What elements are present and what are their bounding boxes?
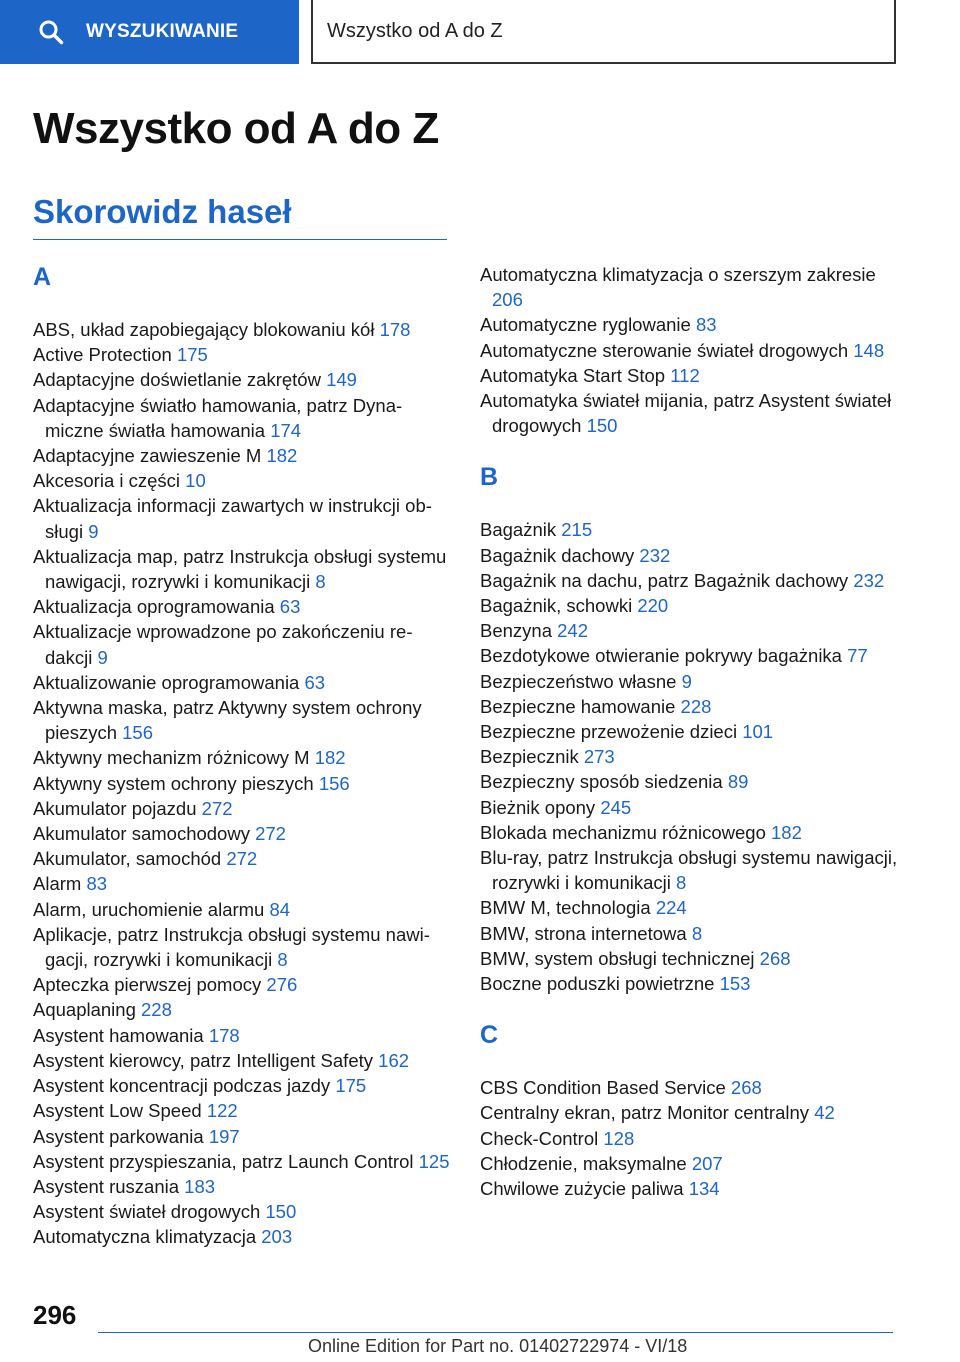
index-entry-text: Adaptacyjne światło hamowania, patrz Dynamiczne światła hamowania (33, 394, 403, 441)
page-link[interactable]: 272 (255, 823, 286, 845)
page-link[interactable]: 242 (557, 620, 589, 642)
index-entry (33, 468, 453, 493)
index-entry-text: Asystent parkowania (33, 1125, 204, 1147)
index-entry-text: Aktywna maska, patrz Aktywny system ochrony pieszych (33, 697, 422, 744)
page-link[interactable]: 272 (226, 848, 258, 870)
index-entry (33, 367, 453, 392)
page-link[interactable]: 89 (727, 771, 749, 793)
page-link[interactable]: 182 (771, 821, 802, 843)
index-entry-text: Automatyczne sterowanie świateł drogowych (480, 339, 849, 361)
index-entry (33, 1098, 453, 1123)
page-link[interactable]: 83 (695, 314, 717, 336)
search-button-label: WYSZUKIWANIE (86, 21, 239, 42)
page-link[interactable]: 224 (655, 897, 687, 919)
index-entry-text: Asystent kierowcy, patrz Intelligent Safety (33, 1049, 374, 1071)
index-entry-text: Active Protection (33, 344, 172, 366)
page-link[interactable]: 175 (176, 344, 208, 366)
page-link[interactable]: 228 (680, 695, 712, 717)
index-entry (33, 922, 453, 972)
index-entry-text: Akumulator pojazdu (33, 797, 197, 819)
index-entry (33, 1023, 453, 1048)
index-column-left (33, 262, 453, 1250)
page-link[interactable]: 178 (208, 1024, 240, 1046)
page-link[interactable]: 182 (314, 747, 346, 769)
index-entry (480, 946, 900, 971)
index-entry-text: Automatyczna klimatyzacja (33, 1226, 257, 1248)
index-entry (33, 393, 453, 443)
index-entry-text: Bezpieczne przewożenie dzieci (480, 721, 738, 743)
page-link[interactable]: 63 (304, 671, 326, 693)
page-link[interactable]: 77 (847, 645, 868, 667)
footer-edition-text: Online Edition for Part no. 01402722974 - VI/18 (308, 1336, 688, 1356)
page-link[interactable]: 9 (681, 670, 692, 692)
index-entry (33, 493, 453, 543)
index-entry (33, 317, 453, 342)
page-link[interactable]: 150 (586, 415, 618, 437)
index-entry (480, 262, 900, 312)
index-entry-text: BMW M, technologia (480, 897, 651, 919)
index-entry-text: Alarm (33, 873, 82, 895)
index-entry-text: Aplikacje, patrz Instrukcja obsługi systemu nawigacji, rozrywki i komunikacji (33, 923, 430, 971)
index-entry (480, 1075, 900, 1100)
page-link[interactable]: 149 (326, 369, 357, 391)
page-link[interactable]: 9 (88, 520, 99, 542)
index-entry (480, 769, 900, 794)
page-link[interactable]: 101 (742, 721, 774, 743)
index-entry (480, 568, 900, 593)
index-entry (33, 821, 453, 846)
index-entry-text: Automatyka świateł mijania, patrz Asystent świateł drogowych (480, 390, 892, 437)
index-entry-text: Automatyczna klimatyzacja o szerszym zakresie (480, 264, 876, 285)
index-entry-text: Akcesoria i części (33, 470, 181, 492)
page-link[interactable]: 183 (184, 1175, 216, 1197)
index-entry (480, 744, 900, 769)
index-entry-text: Blu-ray, patrz Instrukcja obsługi systemu nawigacji, rozrywki i komunikacji (480, 847, 898, 894)
index-entry-text: Bieżnik opony (480, 796, 596, 818)
index-entry-text: Chwilowe zużycie paliwa (480, 1178, 684, 1200)
page-link[interactable]: 207 (691, 1152, 723, 1174)
index-entry-text: Bagażnik dachowy (480, 544, 635, 566)
page-link[interactable]: 125 (418, 1150, 450, 1172)
index-entry-text: Asystent koncentracji podczas jazdy (33, 1075, 331, 1097)
index-entry (33, 997, 453, 1022)
index-entry (33, 771, 453, 796)
index-column-right (480, 262, 900, 1201)
index-entry-text: Automatyczne ryglowanie (480, 314, 691, 336)
index-entry-text: Asystent ruszania (33, 1175, 180, 1197)
index-entry-text: Asystent hamowania (33, 1024, 204, 1046)
index-entry-text: Bezpieczny sposób siedzenia (480, 771, 723, 793)
page-link[interactable]: 273 (583, 746, 615, 768)
index-entry (33, 544, 453, 594)
page-link[interactable]: 8 (676, 872, 687, 894)
page-link[interactable]: 8 (277, 949, 288, 971)
index-entry-text: Aquaplaning (33, 999, 136, 1021)
index-entry (33, 670, 453, 695)
search-button[interactable] (0, 0, 299, 64)
index-entry (480, 1176, 900, 1201)
page-link[interactable]: 156 (122, 722, 153, 744)
index-letter-heading: C (480, 1021, 499, 1050)
footer-divider (98, 1332, 893, 1333)
index-entry (480, 820, 900, 845)
page-link[interactable]: 220 (637, 595, 669, 617)
index-entry-text: Asystent Low Speed (33, 1100, 202, 1122)
index-entry (480, 517, 900, 542)
index-entry (480, 795, 900, 820)
index-entry-text: Aktualizowanie oprogramowania (33, 671, 300, 693)
index-entry-text: Bezpiecznik (480, 746, 579, 768)
index-entry-text: Aktualizacja oprogramowania (33, 596, 275, 618)
index-entry (33, 1048, 453, 1073)
page-title: Wszystko od A do Z (33, 104, 439, 153)
breadcrumb-label: Wszystko od A do Z (327, 19, 503, 42)
index-entry (33, 897, 453, 922)
page-link[interactable]: 134 (688, 1178, 720, 1200)
page-link[interactable]: 182 (266, 445, 298, 467)
index-entry-text: Aktywny system ochrony pieszych (33, 772, 314, 794)
index-entry (480, 312, 900, 337)
index-entry (480, 971, 900, 996)
page-link[interactable]: 232 (639, 544, 671, 566)
page-link[interactable]: 228 (141, 999, 172, 1021)
index-entry-text: Adaptacyjne zawieszenie M (33, 445, 262, 467)
index-entry-text: Bagażnik (480, 519, 557, 541)
index-entry (480, 719, 900, 744)
index-entry (33, 619, 453, 669)
index-entry (480, 694, 900, 719)
index-entry (480, 618, 900, 643)
index-entry (33, 745, 453, 770)
index-entry-text: Blokada mechanizmu różnicowego (480, 821, 766, 843)
index-entry (33, 1073, 453, 1098)
index-entry (480, 1151, 900, 1176)
index-entry (480, 593, 900, 618)
index-entry (33, 1174, 453, 1199)
index-entry (480, 543, 900, 568)
page-link[interactable]: 245 (600, 796, 632, 818)
page-link[interactable]: 128 (603, 1127, 635, 1149)
page-link[interactable]: 156 (318, 772, 350, 794)
page-link[interactable]: 8 (315, 571, 326, 593)
index-entry (480, 643, 900, 668)
page-link[interactable]: 268 (759, 947, 791, 969)
page-link[interactable]: 272 (201, 797, 233, 819)
index-entry (480, 363, 900, 388)
index-entry-text: Centralny ekran, patrz Monitor centralny (480, 1102, 810, 1124)
index-entry-text: Aktywny mechanizm różnicowy M (33, 747, 310, 769)
page-link[interactable]: 232 (853, 569, 885, 591)
index-entry-text: Bezdotykowe otwieranie pokrywy bagażnika (480, 645, 842, 667)
page-link[interactable]: 276 (266, 974, 298, 996)
page-link[interactable]: 203 (261, 1226, 293, 1248)
index-entry-text: Bezpieczeństwo własne (480, 670, 677, 692)
index-entry (33, 1124, 453, 1149)
page-link[interactable]: 148 (853, 339, 885, 361)
page-link[interactable]: 162 (378, 1049, 410, 1071)
index-entry-text: Akumulator samochodowy (33, 823, 250, 845)
page-link[interactable]: 178 (379, 319, 411, 340)
index-entry (480, 1100, 900, 1125)
page-link[interactable]: 174 (270, 419, 302, 441)
page-link[interactable]: 83 (86, 873, 108, 895)
page-link[interactable]: 197 (208, 1125, 240, 1147)
index-entry-text: Alarm, uruchomienie alarmu (33, 898, 265, 920)
page-link[interactable]: 175 (335, 1075, 367, 1097)
index-entry-text: Chłodzenie, maksymalne (480, 1152, 687, 1174)
index-entry (33, 871, 453, 896)
top-bar (0, 0, 960, 66)
index-entry (480, 921, 900, 946)
index-entry-text: Benzyna (480, 620, 552, 642)
page-link[interactable]: 9 (97, 646, 108, 668)
index-entry (480, 1126, 900, 1151)
index-entry (33, 443, 453, 468)
index-entry (33, 972, 453, 997)
search-icon (38, 19, 64, 45)
breadcrumb[interactable] (311, 0, 896, 64)
index-letter-heading: B (480, 463, 499, 492)
page-link[interactable]: 112 (670, 364, 700, 386)
index-letter-heading: A (33, 263, 52, 291)
page-link[interactable]: 84 (269, 898, 291, 920)
index-entry (33, 1149, 453, 1174)
index-entry-text: Akumulator, samochód (33, 848, 222, 870)
index-entry-text: CBS Condition Based Service (480, 1077, 726, 1099)
index-entry-text: Apteczka pierwszej pomocy (33, 974, 262, 996)
index-entry (33, 846, 453, 871)
index-entry-text: BMW, system obsługi technicznej (480, 947, 755, 969)
page-link[interactable]: 42 (814, 1102, 835, 1124)
index-entry-text: Aktualizacja informacji zawartych w instrukcji obsługi (33, 495, 432, 542)
index-entry (33, 796, 453, 821)
index-entry-text: Boczne poduszki powietrzne (480, 973, 715, 995)
section-title: Skorowidz haseł (33, 193, 447, 240)
page-link[interactable]: 8 (691, 922, 703, 944)
index-entry-text: Bagażnik, schowki (480, 595, 633, 617)
index-entry-text: Asystent świateł drogowych (33, 1201, 261, 1223)
index-entry (480, 895, 900, 920)
index-entry-text: Adaptacyjne doświetlanie zakrętów (33, 369, 321, 391)
page-link[interactable]: 153 (719, 973, 751, 995)
index-entry-text: Automatyka Start Stop (480, 364, 666, 386)
index-entry-text: BMW, strona internetowa (480, 922, 687, 944)
index-entry-text: Asystent przyspieszania, patrz Launch Control (33, 1150, 414, 1172)
page-link[interactable]: 206 (492, 289, 523, 311)
index-entry-text: ABS, układ zapobiegający blokowaniu kół (33, 319, 375, 340)
index-entry-text: Bagażnik na dachu, patrz Bagażnik dachowy (480, 569, 849, 591)
index-entry (33, 695, 453, 745)
page-link[interactable]: 63 (279, 596, 301, 618)
index-entry-text: Bezpieczne hamowanie (480, 695, 676, 717)
page-link[interactable]: 150 (265, 1201, 297, 1223)
index-entry (33, 342, 453, 367)
index-entry-text: Check-Control (480, 1127, 599, 1149)
index-entry (480, 845, 900, 895)
page-link[interactable]: 215 (561, 519, 593, 541)
index-entry (33, 594, 453, 619)
index-entry (33, 1224, 453, 1249)
page-link[interactable]: 122 (206, 1100, 238, 1122)
index-entry (33, 1199, 453, 1224)
index-entry (480, 338, 900, 363)
index-entry-text: Aktualizacje wprowadzone po zakończeniu redakcji (33, 621, 413, 668)
index-entry (480, 669, 900, 694)
page-number: 296 (33, 1300, 77, 1330)
index-entry (480, 388, 900, 438)
page-link[interactable]: 10 (185, 470, 206, 492)
index-entry-text: Aktualizacja map, patrz Instrukcja obsługi systemu nawigacji, rozrywki i komunikacji (33, 545, 447, 593)
page-link[interactable]: 268 (730, 1077, 762, 1099)
